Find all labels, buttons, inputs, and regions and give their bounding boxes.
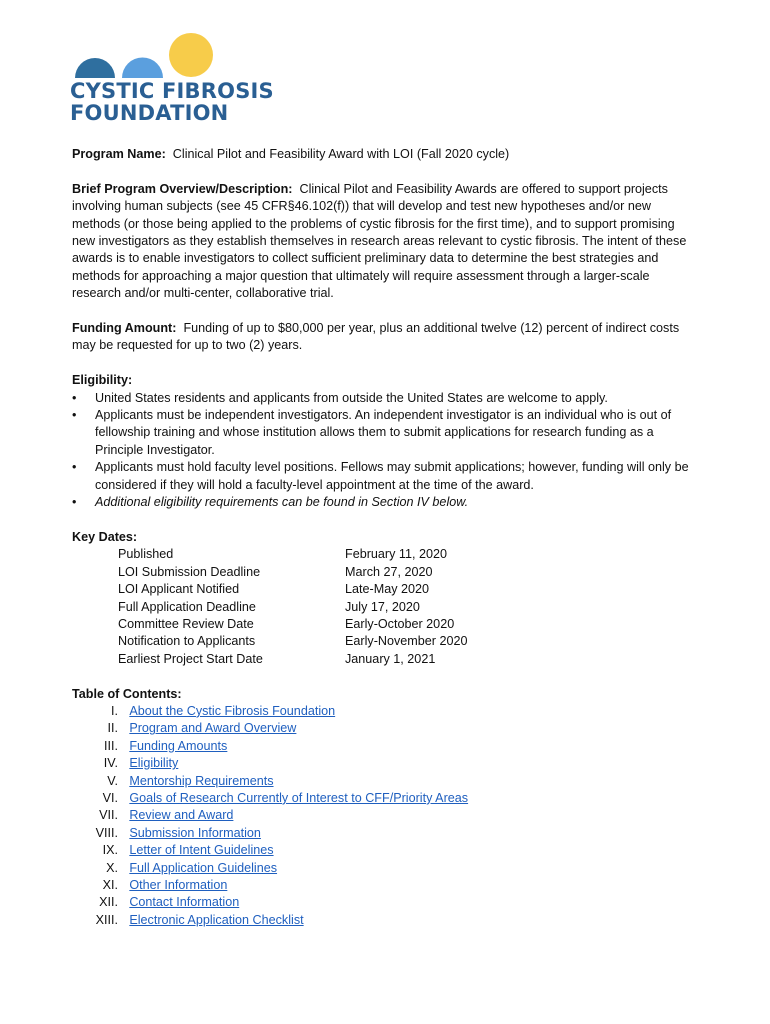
- toc-item: [72, 842, 700, 859]
- toc-number: X.: [106, 860, 118, 875]
- toc-item: [72, 720, 700, 737]
- list-item: [72, 494, 700, 511]
- table-row: [72, 546, 700, 563]
- toc-item: [72, 790, 700, 807]
- table-of-contents: [72, 703, 700, 929]
- program-name: [72, 146, 700, 163]
- toc-item: [72, 912, 700, 929]
- program-name-label: Program Name:: [72, 147, 166, 161]
- table-row: [72, 633, 700, 650]
- toc-item: [72, 755, 700, 772]
- date-value: July 17, 2020: [345, 599, 420, 614]
- funding-amount: [72, 320, 700, 355]
- date-value: February 11, 2020: [345, 547, 447, 562]
- date-event: Published: [118, 547, 174, 562]
- date-event: LOI Applicant Notified: [118, 582, 240, 597]
- table-row: [72, 651, 700, 668]
- cff-logo: [70, 30, 274, 124]
- toc-item: [72, 825, 700, 842]
- funding-label: Funding Amount:: [72, 321, 177, 336]
- date-value: January 1, 2021: [345, 651, 436, 666]
- date-value: Early-October 2020: [345, 616, 455, 631]
- toc-number: III.: [104, 738, 118, 753]
- toc-item: [72, 773, 700, 790]
- toc-link-submission[interactable]: Submission Information: [129, 825, 261, 840]
- toc-number: V.: [107, 773, 118, 788]
- document-body: [72, 146, 700, 929]
- list-item: • United States residents and applicants from outside the United States are welcome to apply.: [72, 390, 700, 407]
- table-row: [72, 581, 700, 598]
- toc-item: [72, 860, 700, 877]
- list-item: • Applicants must hold faculty level positions. Fellows may submit applications; however, funding will only be considered if they will hold a faculty-level appointment at the time of the award.: [72, 459, 700, 494]
- toc-number: XIII.: [95, 912, 118, 927]
- program-name-value: Clinical Pilot and Feasibility Award with LOI (Fall 2020 cycle): [172, 147, 510, 161]
- toc-link-full-application[interactable]: Full Application Guidelines: [129, 860, 278, 875]
- toc-item: [72, 738, 700, 755]
- logo-line-1: CYSTIC FIBROSIS: [70, 79, 274, 103]
- toc-number: I.: [111, 703, 118, 718]
- toc-item: [72, 807, 700, 824]
- toc-link-goals[interactable]: Goals of Research Currently of Interest to CFF/Priority Areas: [129, 790, 469, 805]
- key-dates-table: [72, 546, 700, 668]
- list-item: • Applicants must be independent investigators. An independent investigator is an individual who is out of fellowship training and whose institution allows them to submit applications for research funding as a Principle Investigator.: [72, 407, 700, 459]
- overview-label: Brief Program Overview/Description:: [72, 181, 293, 196]
- eligibility-list: [72, 390, 700, 512]
- date-event: Full Application Deadline: [118, 599, 256, 614]
- date-value: Early-November 2020: [345, 634, 468, 649]
- toc-item: [72, 877, 700, 894]
- date-value: March 27, 2020: [345, 564, 433, 579]
- toc-item: [72, 703, 700, 720]
- toc-link-funding[interactable]: Funding Amounts: [129, 738, 228, 753]
- key-dates-heading: Key Dates:: [72, 529, 138, 544]
- toc-number: XII.: [99, 895, 118, 910]
- logo-line-2: FOUNDATION: [70, 101, 229, 125]
- eligibility-heading: Eligibility:: [72, 373, 133, 388]
- logo-circles-icon: [70, 30, 220, 78]
- date-event: Committee Review Date: [118, 616, 254, 631]
- toc-number: XI.: [102, 877, 118, 892]
- table-row: [72, 599, 700, 616]
- toc-number: IX.: [102, 843, 118, 858]
- toc-number: VIII.: [95, 825, 118, 840]
- toc-number: VI.: [102, 790, 118, 805]
- toc-link-checklist[interactable]: Electronic Application Checklist: [129, 912, 304, 927]
- eligibility-note: Additional eligibility requirements can be found in Section IV below.: [95, 495, 469, 510]
- toc-link-review[interactable]: Review and Award: [129, 808, 234, 823]
- date-event: Earliest Project Start Date: [118, 651, 263, 666]
- program-overview: [72, 181, 700, 303]
- toc-link-other[interactable]: Other Information: [129, 877, 228, 892]
- toc-number: II.: [107, 721, 118, 736]
- toc-link-contact[interactable]: Contact Information: [129, 895, 240, 910]
- funding-text: Funding of up to $80,000 per year, plus an additional twelve (12) percent of indirect costs may be requested for up to two (2) years.: [72, 321, 680, 353]
- overview-text: Clinical Pilot and Feasibility Awards are offered to support projects involving human subjects (see 45 CFR§46.102(f)) that will develop and test new hypotheses and/or new methods (or those being applied to the problems of cystic fibrosis for the first time), and to support promising new investigators as they establish themselves in research areas relevant to cystic fibrosis. The intent of these awards is to enable investigators to collect sufficient preliminary data to determine the best strategies and methods for approaching a major question that ultimately will require assessment through a larger-scale research and/or multi-center, collaborative trial.: [72, 181, 687, 301]
- table-row: [72, 564, 700, 581]
- toc-link-loi[interactable]: Letter of Intent Guidelines: [129, 843, 274, 858]
- table-row: [72, 616, 700, 633]
- toc-item: [72, 894, 700, 911]
- toc-heading: Table of Contents:: [72, 686, 182, 701]
- date-event: LOI Submission Deadline: [118, 564, 261, 579]
- toc-link-about[interactable]: About the Cystic Fibrosis Foundation: [129, 703, 336, 718]
- toc-link-program-overview[interactable]: Program and Award Overview: [129, 721, 297, 736]
- date-event: Notification to Applicants: [118, 634, 256, 649]
- toc-link-mentorship[interactable]: Mentorship Requirements: [129, 773, 274, 788]
- toc-number: VII.: [99, 808, 118, 823]
- toc-link-eligibility[interactable]: Eligibility: [129, 756, 179, 771]
- toc-number: IV.: [103, 756, 118, 771]
- date-value: Late-May 2020: [345, 582, 430, 597]
